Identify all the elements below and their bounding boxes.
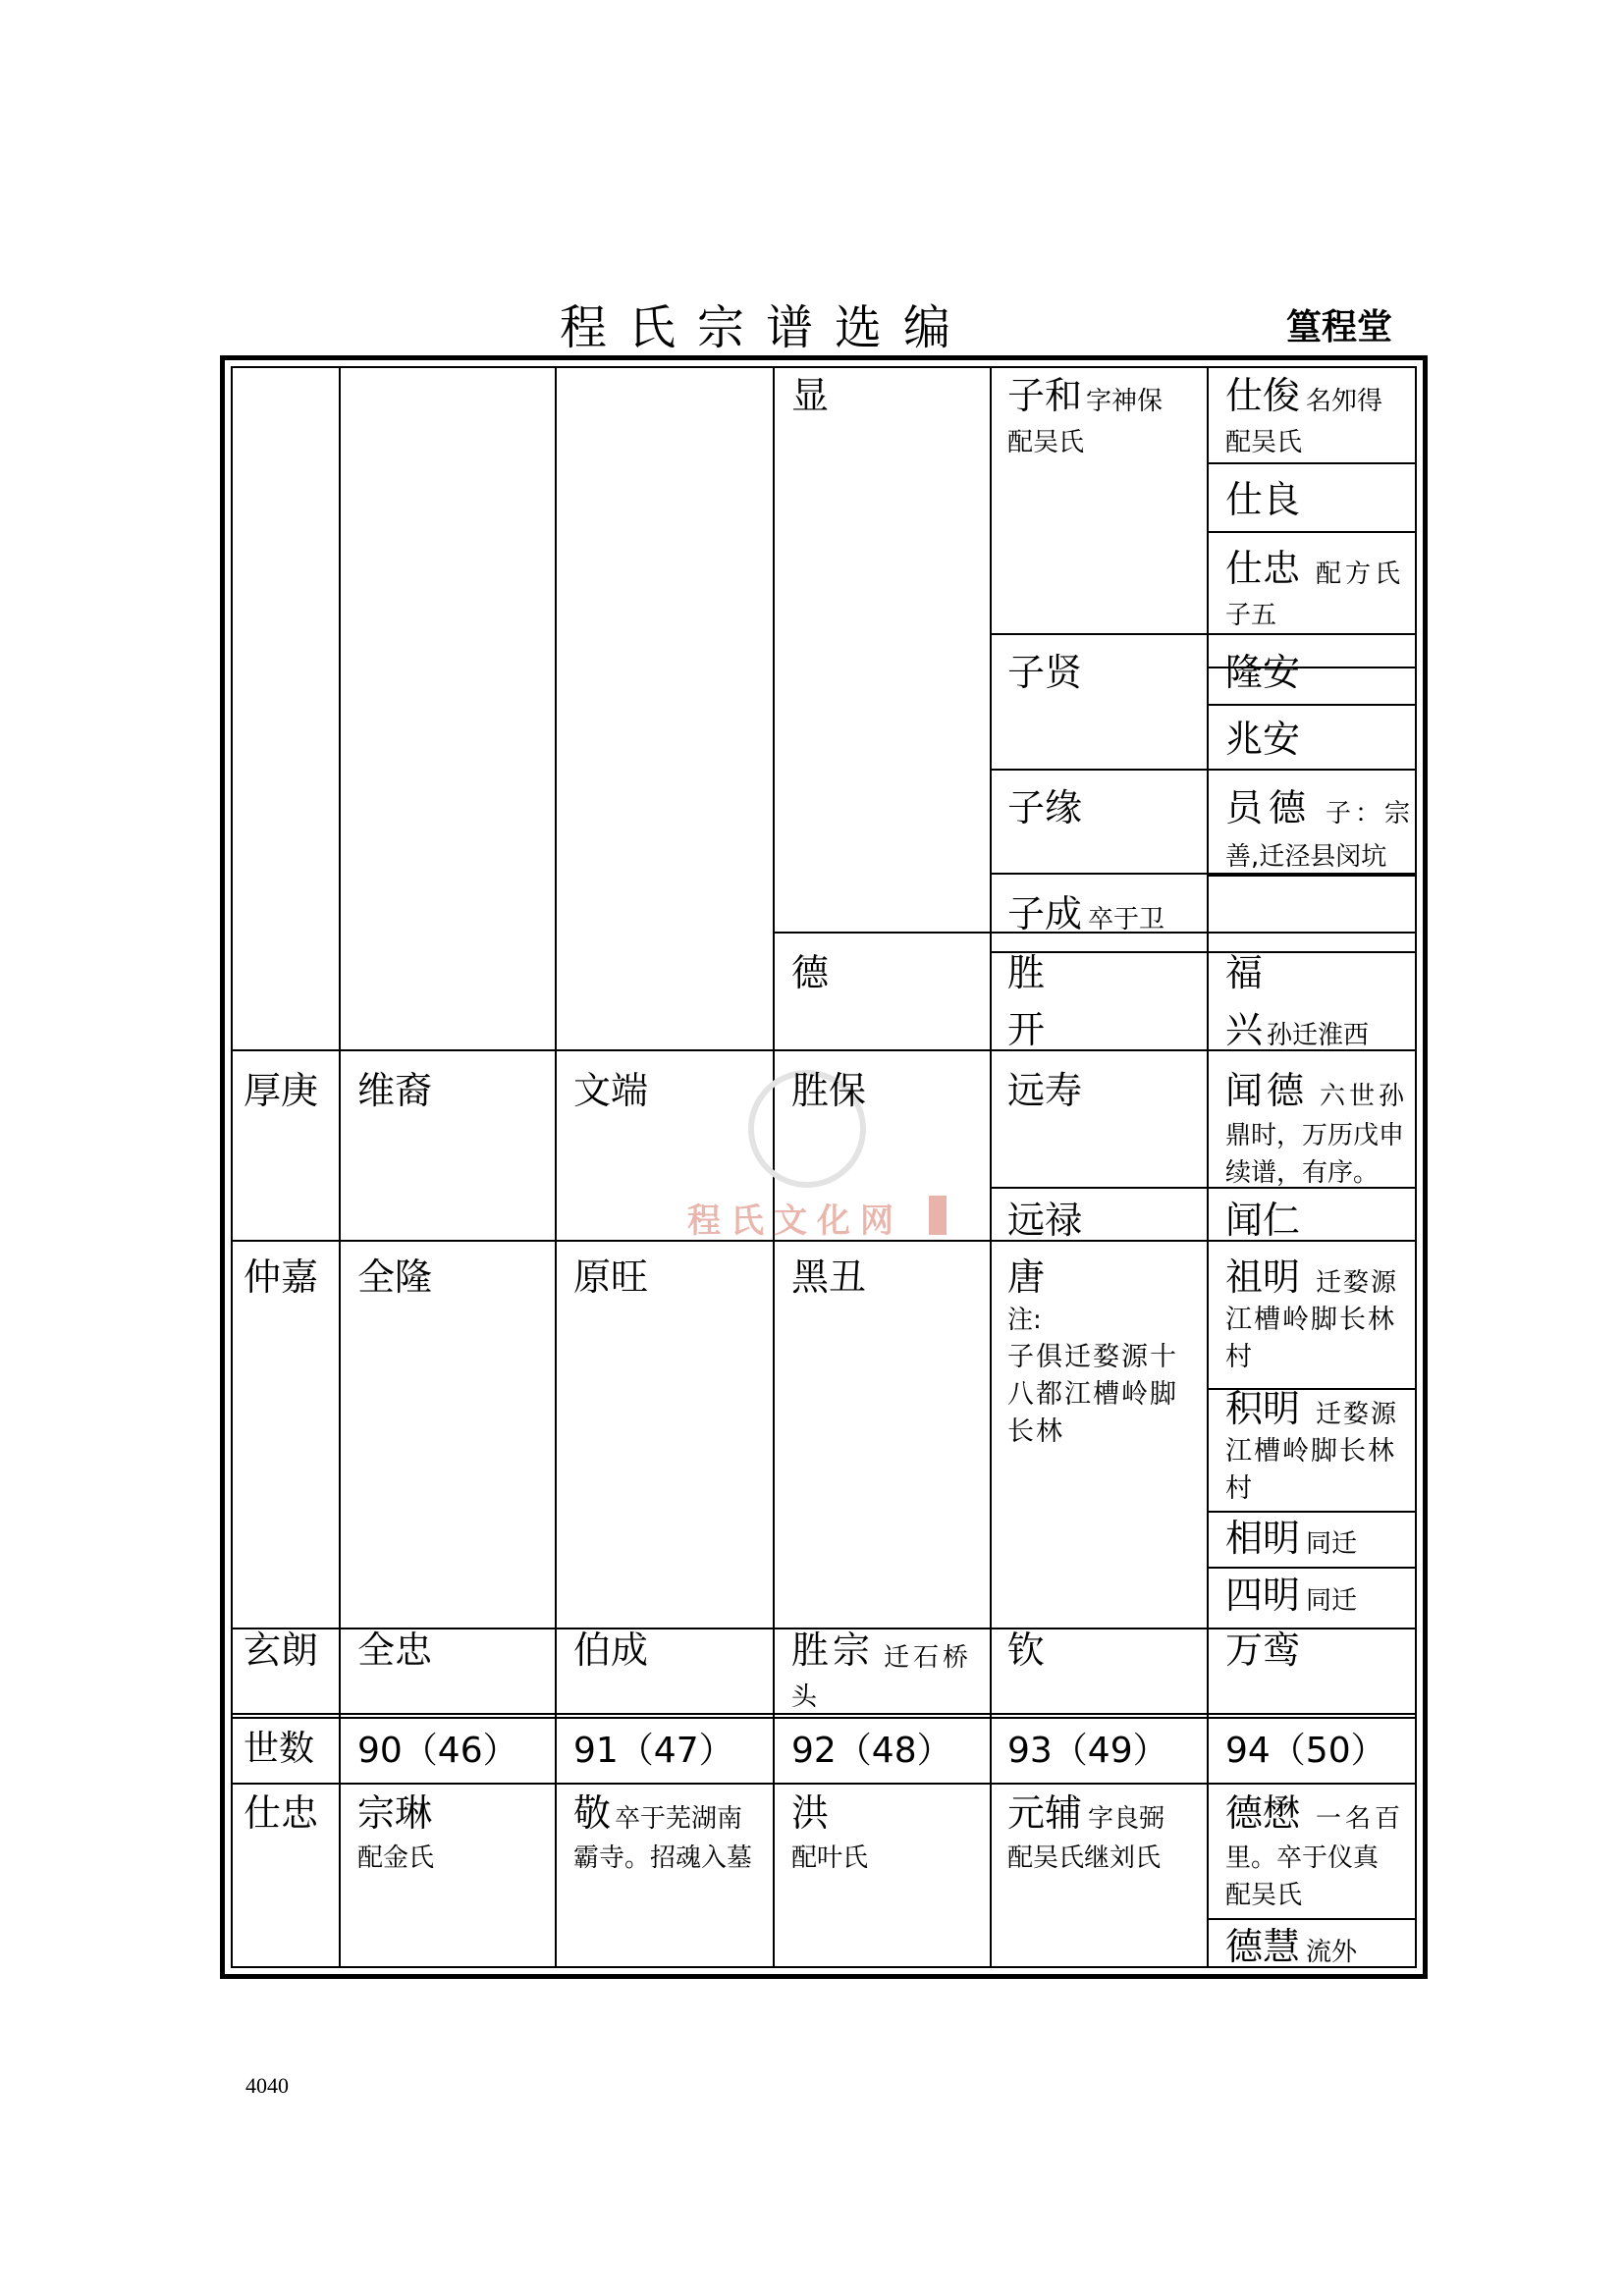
- person-yuanwang: 原旺: [573, 1255, 649, 1299]
- person-de: 德: [791, 951, 830, 994]
- row-divider: [990, 769, 1415, 771]
- person-zhaoan: 兆安: [1225, 718, 1301, 761]
- person-demao-spouse: 配吴氏: [1225, 1881, 1303, 1910]
- person-shizhong-son: 子五: [1225, 601, 1277, 630]
- person-xiangming: 相明: [1225, 1517, 1301, 1560]
- row-divider: [1207, 1918, 1415, 1920]
- person-zuming: 祖明: [1225, 1255, 1301, 1299]
- hall-name: 篁程堂: [1286, 307, 1393, 347]
- row-divider: [233, 1783, 1415, 1785]
- person-shijun-spouse: 配吴氏: [1225, 428, 1303, 457]
- person-wende-note3: 续谱，有序。: [1225, 1158, 1380, 1188]
- person-jing-note2: 霸寺。招魂入墓: [573, 1843, 753, 1873]
- generation-label: 世数: [244, 1729, 315, 1769]
- person-jing-note: 卒于芜湖南: [615, 1804, 743, 1834]
- col-divider: [1207, 368, 1209, 1968]
- generation-93: 93（49）: [1007, 1731, 1168, 1771]
- person-xing-note: 孙迁淮西: [1267, 1021, 1370, 1050]
- person-xing: 兴: [1225, 1008, 1264, 1051]
- row-divider: [1207, 704, 1415, 706]
- person-wende-note: 六世孙: [1320, 1082, 1409, 1111]
- person-quanzhong: 全忠: [357, 1629, 433, 1672]
- col-divider: [555, 368, 557, 1968]
- person-demao-note: 一名百: [1316, 1804, 1405, 1834]
- person-dehui: 德慧: [1225, 1925, 1301, 1968]
- person-demao-note2: 里。卒于仪真: [1225, 1843, 1380, 1873]
- person-xian: 显: [791, 374, 830, 417]
- person-yuanshou: 远寿: [1007, 1069, 1083, 1112]
- person-wende-note2: 鼎时，万历戊申: [1225, 1121, 1405, 1150]
- person-qin: 钦: [1007, 1629, 1046, 1672]
- person-zuming-note2: 江槽岭脚长林村: [1225, 1305, 1396, 1372]
- person-wanluan: 万鸾: [1225, 1629, 1301, 1672]
- person-weiyi: 维裔: [357, 1069, 433, 1112]
- row-divider: [1207, 531, 1415, 533]
- generation-91: 91（47）: [573, 1731, 734, 1771]
- generation-94: 94（50）: [1225, 1731, 1386, 1771]
- row-divider: [990, 951, 1415, 953]
- person-yunde-note: 子：宗: [1326, 799, 1415, 828]
- person-quanlong: 全隆: [357, 1255, 433, 1299]
- person-yuanfu-spouse: 配吴氏继刘氏: [1007, 1843, 1162, 1873]
- generation-92: 92（48）: [791, 1731, 952, 1771]
- person-sheng: 胜: [1007, 951, 1046, 994]
- person-zihe-spouse: 配吴氏: [1007, 428, 1085, 457]
- person-zicheng-note: 卒于卫: [1088, 905, 1165, 934]
- person-shizhong-note: 配方氏: [1316, 560, 1405, 589]
- page-title: 程氏宗谱选编: [560, 300, 973, 355]
- person-tang-note: 子俱迁婺源十八都江槽岭脚长林: [1007, 1342, 1178, 1447]
- person-jiming-note: 迁婺源: [1316, 1400, 1399, 1429]
- person-yuanfu-note: 字良弼: [1088, 1804, 1165, 1834]
- person-shengbao: 胜保: [791, 1069, 867, 1112]
- person-jing: 敬: [573, 1791, 612, 1835]
- person-demao: 德懋: [1225, 1791, 1301, 1835]
- person-shiliang: 仕良: [1225, 478, 1301, 521]
- row-divider: [1207, 1511, 1415, 1513]
- row-divider: [990, 873, 1415, 875]
- person-shengzong-note2: 头: [791, 1682, 818, 1712]
- person-ziyuan: 子缘: [1007, 786, 1083, 829]
- person-yunde: 员德: [1225, 786, 1313, 829]
- person-jiming-note2: 江槽岭脚长林村: [1225, 1436, 1396, 1504]
- person-siming: 四明: [1225, 1574, 1301, 1617]
- row-divider: [1207, 875, 1415, 877]
- person-zicheng: 子成: [1007, 892, 1083, 935]
- person-jiming: 积明: [1225, 1387, 1301, 1430]
- person-tang-note-label: 注:: [1007, 1306, 1042, 1335]
- generation-90: 90（46）: [357, 1731, 518, 1771]
- person-zonglin: 宗琳: [357, 1791, 433, 1835]
- person-wenren: 闻仁: [1225, 1199, 1301, 1242]
- person-fu: 福: [1225, 951, 1264, 994]
- row-divider: [990, 633, 1415, 635]
- section-divider: [233, 1713, 1415, 1719]
- lineage-head-shizhong: 仕忠: [244, 1791, 319, 1835]
- person-shengzong: 胜宗: [791, 1629, 875, 1672]
- person-siming-note: 同迁: [1306, 1586, 1358, 1616]
- person-zixian: 子贤: [1007, 651, 1083, 694]
- person-yuanfu: 元辅: [1007, 1791, 1083, 1835]
- watermark-text: 程氏文化网: [687, 1201, 903, 1241]
- person-xiangming-note: 同迁: [1306, 1529, 1358, 1559]
- page-number: 4040: [245, 2073, 289, 2098]
- person-zonglin-spouse: 配金氏: [357, 1843, 435, 1873]
- person-zuming-note: 迁婺源: [1316, 1268, 1399, 1298]
- person-wende: 闻德: [1225, 1069, 1309, 1112]
- person-shijun-note: 名夘得: [1306, 387, 1383, 416]
- lineage-head-hougeng: 厚庚: [244, 1069, 319, 1112]
- person-shengzong-note: 迁石桥: [884, 1643, 973, 1673]
- col-divider: [990, 368, 992, 1968]
- person-shizhong: 仕忠: [1225, 547, 1301, 590]
- person-heichou: 黑丑: [791, 1255, 867, 1299]
- person-bocheng: 伯成: [573, 1629, 649, 1672]
- col-divider: [339, 368, 341, 1968]
- person-hong-spouse: 配叶氏: [791, 1843, 869, 1873]
- watermark-stamp: [929, 1196, 947, 1235]
- person-wenduan: 文端: [573, 1069, 649, 1112]
- person-yuanlu: 远禄: [1007, 1199, 1083, 1242]
- person-hong: 洪: [791, 1791, 830, 1835]
- person-yunde-note2: 善,迁泾县闵坑: [1225, 842, 1387, 872]
- lineage-head-zhongjia: 仲嘉: [244, 1255, 319, 1299]
- person-zihe-note: 字神保: [1086, 387, 1164, 416]
- person-dehui-note: 流外: [1306, 1938, 1358, 1967]
- person-zihe: 子和: [1007, 374, 1083, 417]
- person-shijun: 仕俊: [1225, 374, 1301, 417]
- lineage-head-xuanlang: 玄朗: [244, 1629, 319, 1672]
- row-divider: [1207, 462, 1415, 464]
- person-kai: 开: [1007, 1008, 1046, 1051]
- person-longan: 隆安: [1225, 651, 1301, 694]
- row-divider: [1207, 1567, 1415, 1569]
- person-tang: 唐: [1007, 1255, 1046, 1299]
